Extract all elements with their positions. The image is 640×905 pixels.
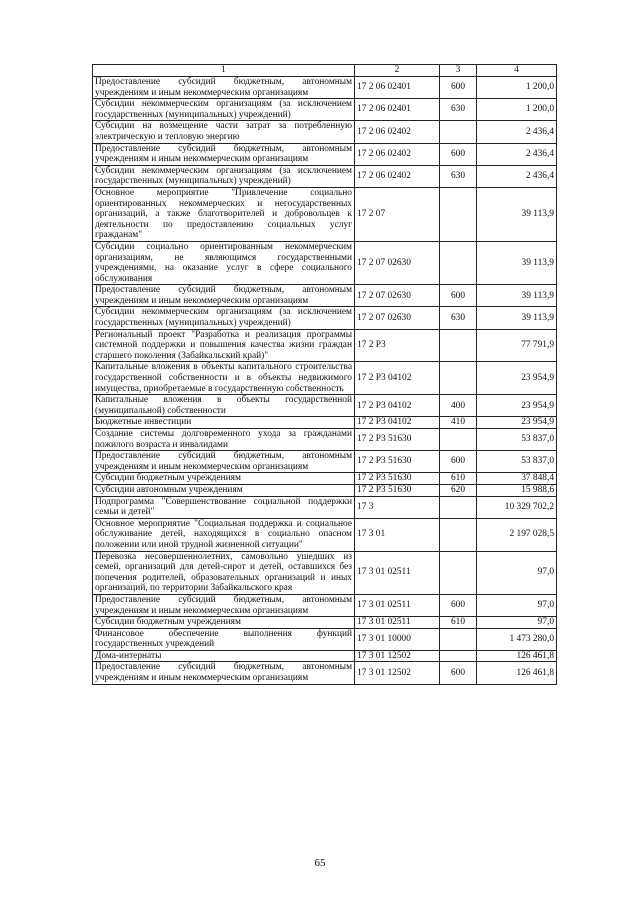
row-description: Региональный проект "Разработка и реализация программы системной поддержки и повышения качества жизни граждан старшего поколения (Забайкальский край)": [93, 329, 355, 362]
row-description: Предоставление субсидий бюджетным, автономным учреждениям и иным некоммерческим организациям: [93, 143, 355, 165]
row-description: Субсидии некоммерческим организациям (за исключением государственных (муниципальных) учреждений): [93, 99, 355, 121]
row-code: 17 3 01: [355, 518, 440, 551]
row-amount: 1 200,0: [477, 99, 557, 121]
row-description: Финансовое обеспечение выполнения функций государственных учреждений: [93, 628, 355, 650]
row-description: Субсидии некоммерческим организациям (за исключением государственных (муниципальных) учреждений): [93, 165, 355, 187]
row-description: Капитальные вложения в объекты капитального строительства государственной собственности и в объекты недвижимого имущества, приобретаемые в государственную собственность: [93, 362, 355, 395]
row-expense-type: 610: [440, 473, 477, 485]
row-code: 17 2 07 02630: [355, 285, 440, 307]
table-row: [93, 362, 557, 395]
table-row: [93, 662, 557, 684]
row-description: Подпрограмма "Совершенствование социальной поддержки семьи и детей": [93, 496, 355, 518]
row-code: 17 2 06 02401: [355, 99, 440, 121]
row-code: 17 2 P3 04102: [355, 417, 440, 429]
row-code: 17 3 01 02511: [355, 594, 440, 616]
table-row: [93, 187, 557, 241]
row-description: Субсидии на возмещение части затрат за потребленную электрическую и тепловую энергию: [93, 121, 355, 143]
table-row: [93, 429, 557, 451]
table-row: [93, 99, 557, 121]
row-expense-type: 600: [440, 143, 477, 165]
row-expense-type: 610: [440, 617, 477, 629]
column-header: 3: [440, 65, 477, 77]
row-code: 17 2 07 02630: [355, 241, 440, 284]
row-code: 17 2 P3 51630: [355, 473, 440, 485]
table-row: [93, 165, 557, 187]
row-expense-type: 620: [440, 484, 477, 496]
row-amount: 1 200,0: [477, 77, 557, 99]
row-amount: 53 837,0: [477, 429, 557, 451]
table-row: [93, 628, 557, 650]
row-expense-type: [440, 241, 477, 284]
row-description: Создание системы долговременного ухода за гражданами пожилого возраста и инвалидами: [93, 429, 355, 451]
row-expense-type: 630: [440, 307, 477, 329]
row-expense-type: 630: [440, 165, 477, 187]
table-row: [93, 143, 557, 165]
row-code: 17 2 P3 51630: [355, 451, 440, 473]
row-description: Бюджетные инвестиции: [93, 417, 355, 429]
table-row: [93, 518, 557, 551]
row-expense-type: 410: [440, 417, 477, 429]
row-code: 17 3 01 02511: [355, 551, 440, 594]
row-amount: 77 791,9: [477, 329, 557, 362]
row-expense-type: 400: [440, 395, 477, 417]
row-amount: 97,0: [477, 617, 557, 629]
row-expense-type: 600: [440, 451, 477, 473]
row-code: 17 3: [355, 496, 440, 518]
row-description: Субсидии бюджетным учреждениям: [93, 617, 355, 629]
row-code: 17 2 P3 04102: [355, 395, 440, 417]
row-code: 17 2 07 02630: [355, 307, 440, 329]
row-code: 17 2 06 02402: [355, 165, 440, 187]
table-body: [93, 77, 557, 685]
row-expense-type: [440, 362, 477, 395]
table-row: [93, 241, 557, 284]
row-code: 17 3 01 10000: [355, 628, 440, 650]
row-description: Перевозка несовершеннолетних, самовольно ушедших из семей, организаций для детей-сирот и детей, оставшихся без попечения родителей, образовательных организаций и иных организаций, по территории Забайкальского края: [93, 551, 355, 594]
row-code: 17 2 P3 51630: [355, 429, 440, 451]
table-row: [93, 473, 557, 485]
row-expense-type: [440, 518, 477, 551]
row-expense-type: 600: [440, 77, 477, 99]
row-description: Субсидии социально ориентированным некоммерческим организациям, не являющимся государственными учреждениями, на оказание услуг в сфере социального обслуживания: [93, 241, 355, 284]
table-row: [93, 496, 557, 518]
row-amount: 39 113,9: [477, 187, 557, 241]
table-header-row: [93, 65, 557, 77]
table-row: [93, 395, 557, 417]
row-description: Капитальные вложения в объекты государственной (муниципальной) собственности: [93, 395, 355, 417]
table-row: [93, 329, 557, 362]
row-amount: 126 461,8: [477, 650, 557, 662]
row-amount: 15 988,6: [477, 484, 557, 496]
row-description: Субсидии некоммерческим организациям (за исключением государственных (муниципальных) учреждений): [93, 307, 355, 329]
table-row: [93, 484, 557, 496]
row-expense-type: [440, 551, 477, 594]
row-code: 17 3 01 12502: [355, 650, 440, 662]
row-amount: 126 461,8: [477, 662, 557, 684]
row-description: Предоставление субсидий бюджетным, автономным учреждениям и иным некоммерческим организациям: [93, 451, 355, 473]
row-expense-type: 600: [440, 285, 477, 307]
row-expense-type: 600: [440, 594, 477, 616]
row-description: Предоставление субсидий бюджетным, автономным учреждениям и иным некоммерческим организациям: [93, 594, 355, 616]
row-amount: 23 954,9: [477, 362, 557, 395]
row-amount: 2 197 028,5: [477, 518, 557, 551]
row-description: Дома-интернаты: [93, 650, 355, 662]
row-amount: 23 954,9: [477, 395, 557, 417]
table-row: [93, 307, 557, 329]
row-amount: 1 473 280,0: [477, 628, 557, 650]
row-amount: 39 113,9: [477, 307, 557, 329]
row-amount: 2 436,4: [477, 121, 557, 143]
row-expense-type: [440, 496, 477, 518]
column-header: 2: [355, 65, 440, 77]
row-code: 17 3 01 02511: [355, 617, 440, 629]
row-code: 17 2 06 02402: [355, 121, 440, 143]
row-amount: 53 837,0: [477, 451, 557, 473]
row-code: 17 2 P3 04102: [355, 362, 440, 395]
row-code: 17 2 P3 51630: [355, 484, 440, 496]
row-description: Предоставление субсидий бюджетным, автономным учреждениям и иным некоммерческим организациям: [93, 285, 355, 307]
table-row: [93, 417, 557, 429]
row-expense-type: [440, 628, 477, 650]
row-expense-type: [440, 650, 477, 662]
row-amount: 23 954,9: [477, 417, 557, 429]
table-row: [93, 617, 557, 629]
row-code: 17 3 01 12502: [355, 662, 440, 684]
row-amount: 37 848,4: [477, 473, 557, 485]
row-amount: 10 329 702,2: [477, 496, 557, 518]
table-row: [93, 650, 557, 662]
row-description: Основное мероприятие "Социальная поддержка и социальное обслуживание детей, находящихся в социально опасном положении или иной трудной жизненной ситуации": [93, 518, 355, 551]
table-row: [93, 285, 557, 307]
row-amount: 39 113,9: [477, 241, 557, 284]
row-expense-type: [440, 121, 477, 143]
row-code: 17 2 06 02402: [355, 143, 440, 165]
row-description: Основное мероприятие "Привлечение социально ориентированных некоммерческих и негосударственных организаций, а также благотворителей и добровольцев к деятельности по предоставлению социальных услуг гражданам": [93, 187, 355, 241]
row-expense-type: 630: [440, 99, 477, 121]
row-expense-type: 600: [440, 662, 477, 684]
row-expense-type: [440, 429, 477, 451]
column-header: 4: [477, 65, 557, 77]
row-description: Субсидии бюджетным учреждениям: [93, 473, 355, 485]
column-header: 1: [93, 65, 355, 77]
table-row: [93, 594, 557, 616]
row-description: Предоставление субсидий бюджетным, автономным учреждениям и иным некоммерческим организациям: [93, 662, 355, 684]
row-expense-type: [440, 329, 477, 362]
row-code: 17 2 P3: [355, 329, 440, 362]
row-description: Предоставление субсидий бюджетным, автономным учреждениям и иным некоммерческим организациям: [93, 77, 355, 99]
row-amount: 97,0: [477, 594, 557, 616]
row-description: Субсидии автономным учреждениям: [93, 484, 355, 496]
budget-table: [92, 64, 557, 685]
table-row: [93, 77, 557, 99]
row-expense-type: [440, 187, 477, 241]
row-amount: 39 113,9: [477, 285, 557, 307]
row-amount: 2 436,4: [477, 143, 557, 165]
table-row: [93, 121, 557, 143]
row-code: 17 2 07: [355, 187, 440, 241]
table-row: [93, 451, 557, 473]
row-amount: 2 436,4: [477, 165, 557, 187]
row-amount: 97,0: [477, 551, 557, 594]
page-number: 65: [314, 857, 326, 869]
row-code: 17 2 06 02401: [355, 77, 440, 99]
table-row: [93, 551, 557, 594]
